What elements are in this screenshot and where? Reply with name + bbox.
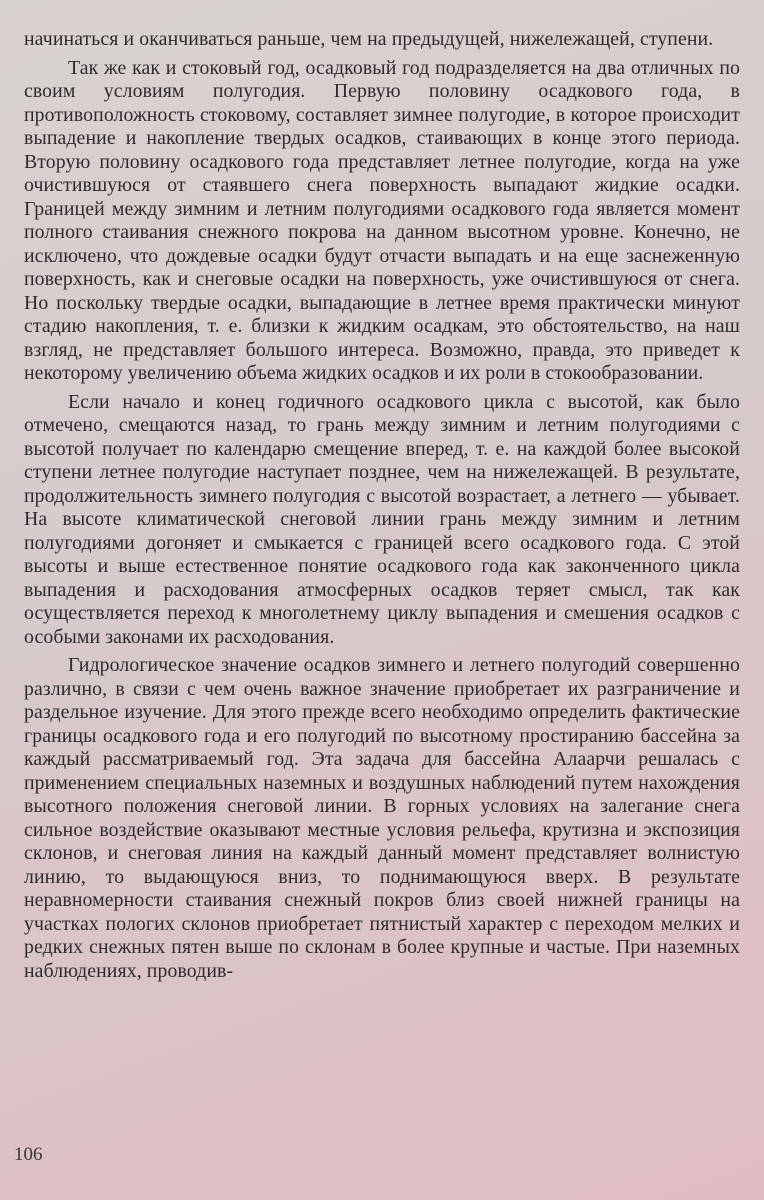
paragraph-continuation: начинаться и оканчиваться раньше, чем на предыдущей, нижележащей, ступени.: [24, 28, 714, 50]
paragraph-hydrological-value: Гидрологическое значение осадков зимнего и летнего полугодий совершенно различно, в связи с чем очень важное значение приобретает их разграничение и раздельное изучение. Для этого прежде всего необходимо определить фактические границы осадкового года и его полугодий по высотному простиранию бассейна за каждый рассматриваемый год. Эта задача для бассейна Алаарчи решалась с применением специальных наземных и воздушных наблюдений путем нахождения высотного положения снеговой линии. В горных условиях на залегание снега сильное воздействие оказывают местные условия рельефа, крутизна и экспозиция склонов, и снеговая линия на каждый данный момент представляет волнистую линию, то выдающуюся вниз, то поднимающуюся вверх. В результате неравномерности стаивания снежный покров близ своей нижней границы на участках пологих склонов приобретает пятнистый характер с переходом мелких и редких снежных пятен выше по склонам в более крупные и частые. При наземных наблюдениях, проводив-: [24, 654, 740, 982]
body-text: [24, 28, 740, 983]
book-page: [24, 28, 740, 1176]
paragraph-precipitation-year: Так же как и стоковый год, осадковый год подразделяется на два отличных по своим условиям полугодия. Первую половину осадкового года, в противоположность стоковому, составляет зимнее полугодие, в которое происходит выпадение и накопление твердых осадков, стаивающих в конце этого периода. Вторую половину осадкового года представляет летнее полугодие, когда на уже очистившуюся от стаявшего снега поверхность выпадают жидкие осадки. Границей между зимним и летним полугодиями осадкового года является момент полного стаивания снежного покрова на данном высотном уровне. Конечно, не исключено, что дождевые осадки будут отчасти выпадать и на еще заснеженную поверхность, как и снеговые осадки на поверхность, уже очистившуюся от снега. Но поскольку твердые осадки, выпадающие в летнее время практически минуют стадию накопления, т. е. близки к жидким осадкам, это обстоятельство, на наш взгляд, не представляет большого интереса. Возможно, правда, это приведет к некоторому увеличению объема жидких осадков и их роли в стокообразовании.: [24, 56, 740, 384]
page-number: 106: [14, 1144, 43, 1165]
paragraph-annual-cycle: Если начало и конец годичного осадкового цикла с высотой, как было отмечено, смещаются назад, то грань между зимним и летним полугодиями с высотой получает по календарю смещение вперед, т. е. на каждой более высокой ступени летнее полугодие наступает позднее, чем на нижележащей. В результате, продолжительность зимнего полугодия с высотой возрастает, а летнего — убывает. На высоте климатической снеговой линии грань между зимним и летним полугодиями догоняет и смыкается с границей всего осадкового года. С этой высоты и выше естественное понятие осадкового года как законченного цикла выпадения и расходования атмосферных осадков теряет смысл, так как осуществляется переход к многолетнему циклу выпадения и смешения осадков с особыми законами их расходования.: [24, 390, 740, 648]
